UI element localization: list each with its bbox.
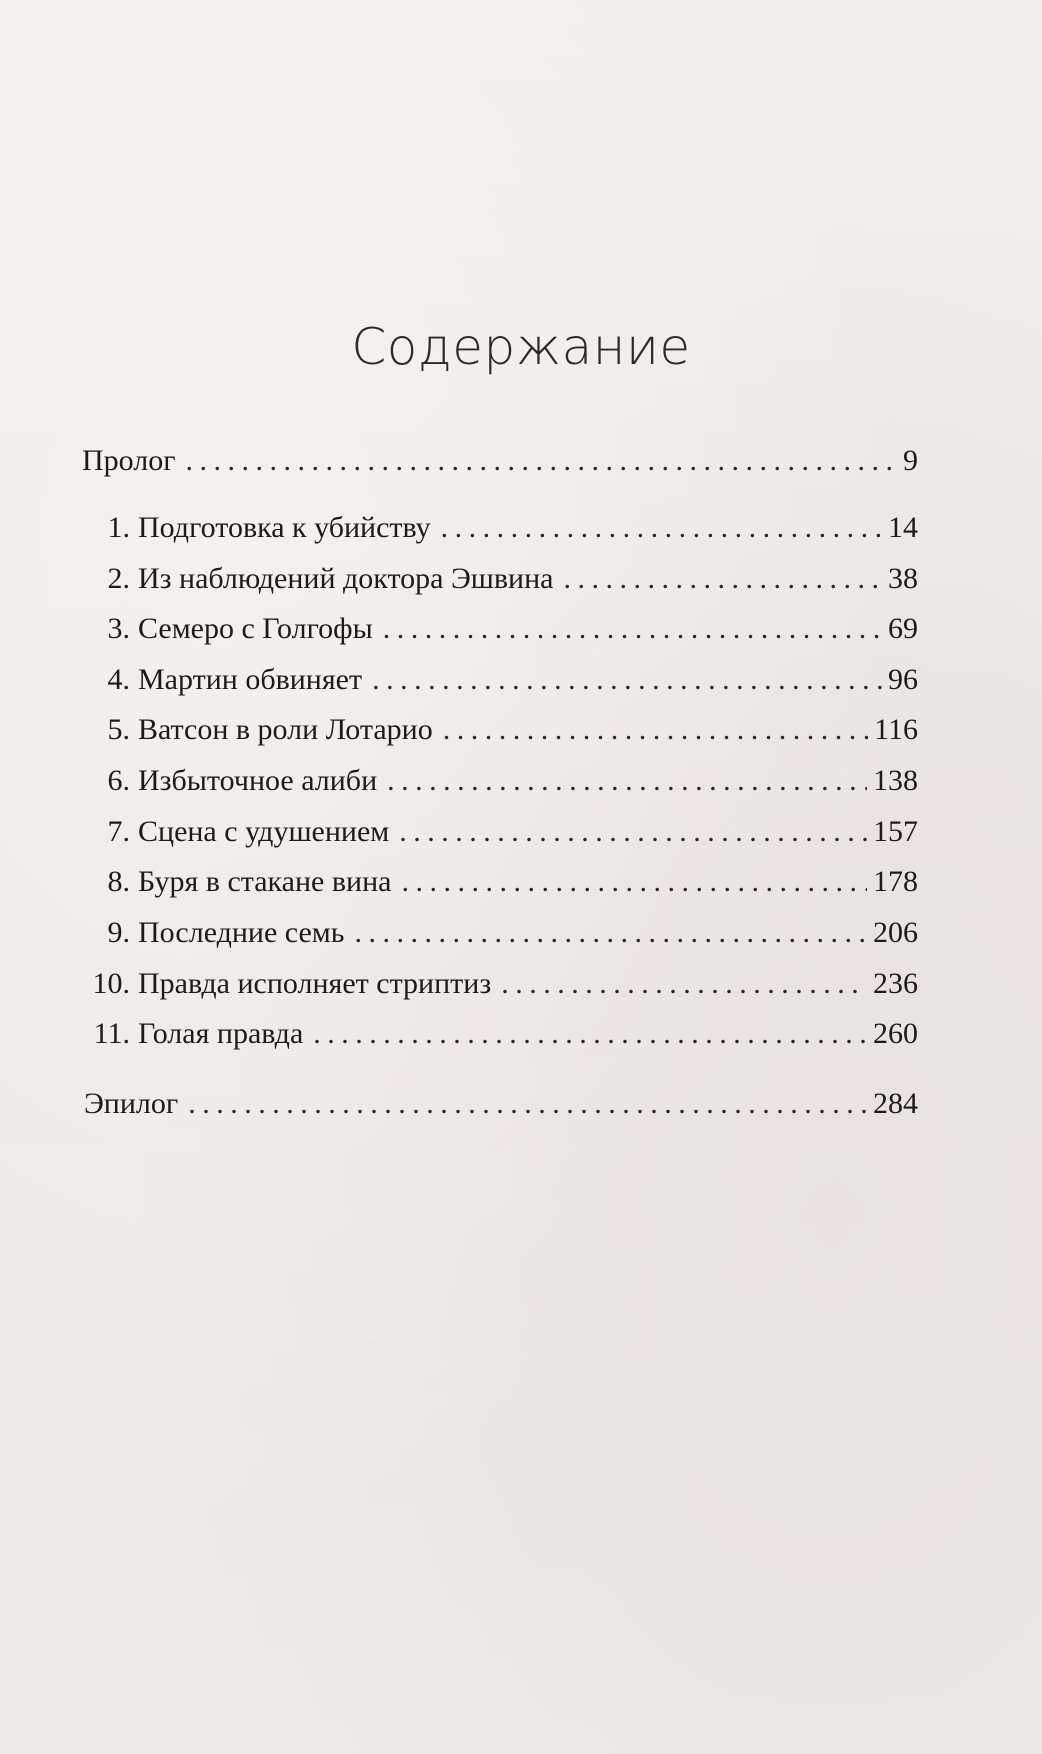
toc-entry-page: 38 [888, 562, 918, 595]
toc-leader-dots [501, 966, 867, 1002]
toc-entry-chapter-11 [82, 1016, 918, 1052]
toc-leader-dots [188, 1086, 867, 1122]
toc-entry-label: Подготовка к убийству [138, 511, 431, 544]
toc-leader-dots [443, 712, 868, 748]
toc-entry-label: Из наблюдений доктора Эшвина [138, 562, 554, 595]
toc-leader-dots [401, 864, 867, 900]
toc-entry-label: Избыточное алиби [138, 764, 378, 797]
toc-entry-chapter-6 [82, 763, 918, 799]
toc-entry-number: 5. [107, 713, 130, 746]
toc-leader-dots [186, 443, 897, 479]
toc-leader-dots [387, 763, 867, 799]
toc-entry-page: 157 [873, 815, 918, 848]
toc-entry-page: 138 [873, 764, 918, 797]
toc-entry-chapter-10 [82, 966, 918, 1002]
toc-entry-chapter-9 [82, 915, 918, 951]
toc-entry-number: 1. [107, 511, 130, 544]
toc-leader-dots [383, 611, 882, 647]
toc-entry-page: 284 [873, 1087, 918, 1120]
toc-entry-number: 11. [93, 1017, 130, 1050]
toc-entry-label: Голая правда [138, 1017, 304, 1050]
toc-entry-page: 206 [873, 916, 918, 949]
toc-entry-number: 8. [107, 865, 130, 898]
toc-entry-number: 7. [107, 815, 130, 848]
toc-leader-dots [563, 561, 882, 597]
page-title: Содержание [351, 318, 691, 376]
toc-leader-dots [372, 662, 882, 698]
toc-entry-prologue [82, 443, 918, 479]
toc-entry-label: Мартин обвиняет [138, 663, 363, 696]
toc-entry-epilogue [84, 1086, 918, 1122]
toc-entry-number: 6. [107, 764, 130, 797]
toc-entry-number: 4. [107, 663, 130, 696]
toc-entry-chapter-1 [82, 510, 918, 546]
toc-leader-dots [313, 1016, 867, 1052]
toc-entry-page: 236 [873, 967, 918, 1000]
toc-leader-dots [354, 915, 867, 951]
toc-entry-page: 69 [888, 612, 918, 645]
toc-entry-label: Ватсон в роли Лотарио [138, 713, 433, 746]
toc-entry-label: Буря в стакане вина [138, 865, 392, 898]
toc-entry-number: 9. [107, 916, 130, 949]
toc-entry-label: Эпилог [84, 1087, 179, 1120]
toc-entry-chapter-2 [82, 561, 918, 597]
toc-leader-dots [441, 510, 882, 546]
toc-entry-label: Пролог [82, 444, 176, 477]
toc-entry-page: 9 [903, 444, 918, 477]
toc-entry-page: 96 [888, 663, 918, 696]
toc-entry-label: Сцена с удушением [138, 815, 390, 848]
toc-entry-page: 178 [873, 865, 918, 898]
toc-entry-chapter-3 [82, 611, 918, 647]
toc-entry-label: Правда исполняет стриптиз [138, 967, 492, 1000]
toc-entry-chapter-4 [82, 662, 918, 698]
toc-entry-page: 260 [873, 1017, 918, 1050]
toc-entry-label: Семеро с Голгофы [138, 612, 373, 645]
toc-entry-chapter-8 [82, 864, 918, 900]
toc-entry-chapter-7 [82, 814, 918, 850]
toc-entry-label: Последние семь [138, 916, 345, 949]
toc-entry-number: 2. [107, 562, 130, 595]
toc-entry-page: 116 [874, 713, 918, 746]
toc-entry-number: 3. [107, 612, 130, 645]
toc-leader-dots [399, 814, 867, 850]
toc-entry-chapter-5 [82, 712, 918, 748]
toc-entry-page: 14 [888, 511, 918, 544]
toc-entry-number: 10. [92, 967, 130, 1000]
